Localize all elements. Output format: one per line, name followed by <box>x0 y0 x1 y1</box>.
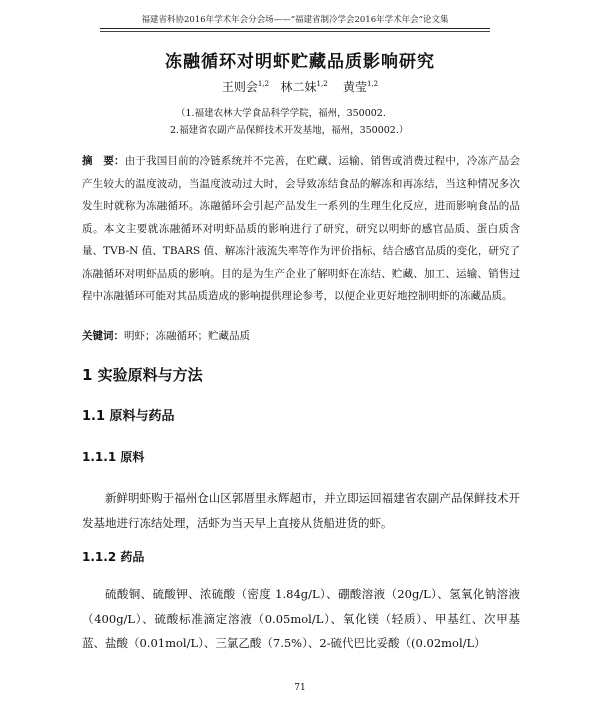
keywords-text: 明虾；冻融循环；贮藏品质 <box>124 330 250 342</box>
abstract-label: 摘 要： <box>82 155 125 167</box>
keywords <box>82 328 250 343</box>
affiliation-line: （1.福建农林大学食品科学学院，福州，350002. <box>176 108 386 119</box>
affiliation-line: 2.福建省农副产品保鲜技术开发基地，福州，350002.） <box>170 125 409 136</box>
abstract-text: 由于我国目前的冷链系统并不完善，在贮藏、运输、销售或消费过程中，冷冻产品会产生较大的温度波动，当温度波动过大时，会导致冻结食品的解冻和再冻结，当这种情况多次发生时就称为冻融循环。冻融循环会引起产品发生一系列的生理生化反应，进而影响食品的品质。本文主要就冻融循环对明虾品质的影响进行了研究，研究以明虾的感官品质、蛋白质含量、TVB-N 值、TBARS 值、解冻汁液流失率等作为评价指标，结合感官品质的变化，研究了冻融循环对明虾品质的影响。目的是为生产企业了解明虾在冻结、贮藏、加工、运输、销售过程中冻融循环可能对其品质造成的影响提供理论参考，以便企业更好地控制明虾的冻藏品质。 <box>82 155 520 302</box>
author-affiliation-mark: 1,2 <box>316 80 328 88</box>
author-list <box>0 78 600 95</box>
author-name: 王则会 <box>221 80 258 94</box>
header-rule-thin <box>100 31 490 32</box>
header-rule-thick <box>100 28 490 29</box>
paragraph-reagents: 硫酸铜、硫酸钾、浓硫酸（密度 1.84g/L）、硼酸溶液（20g/L）、氢氧化钠溶液（400g/L）、硫酸标准滴定溶液（0.05mol/L）、氧化镁（轻质）、甲基红、次甲基蓝、盐酸（0.01mol/L）、三氯乙酸（7.5%）、2-硫代巴比妥酸（(0.02mol/L） <box>82 587 520 650</box>
author-name: 黄莹 <box>342 80 367 94</box>
running-header: 福建省科协2016年学术年会分会场——“福建省制冷学会2016年学术年会”论文集 <box>141 15 449 25</box>
subsubsection-heading: 1.1.2 药品 <box>82 550 145 564</box>
author-name: 林二妹 <box>280 80 317 94</box>
subsubsection-heading: 1.1.1 原料 <box>82 450 145 464</box>
paper-title: 冻融循环对明虾贮藏品质影响研究 <box>165 52 435 72</box>
author-affiliation-mark: 1,2 <box>366 80 379 88</box>
author-affiliation-mark: 1,2 <box>257 80 270 88</box>
keywords-label: 关键词： <box>82 330 124 342</box>
abstract <box>82 150 520 308</box>
subsection-heading: 1.1 原料与药品 <box>82 409 175 424</box>
paragraph-materials: 新鲜明虾购于福州仓山区郭厝里永辉超市，并立即运回福建省农副产品保鲜技术开发基地进行冻结处理，活虾为当天早上直接从货船进货的虾。 <box>82 491 520 530</box>
page-number: 71 <box>294 683 306 693</box>
section-heading: 1 实验原料与方法 <box>82 366 203 384</box>
